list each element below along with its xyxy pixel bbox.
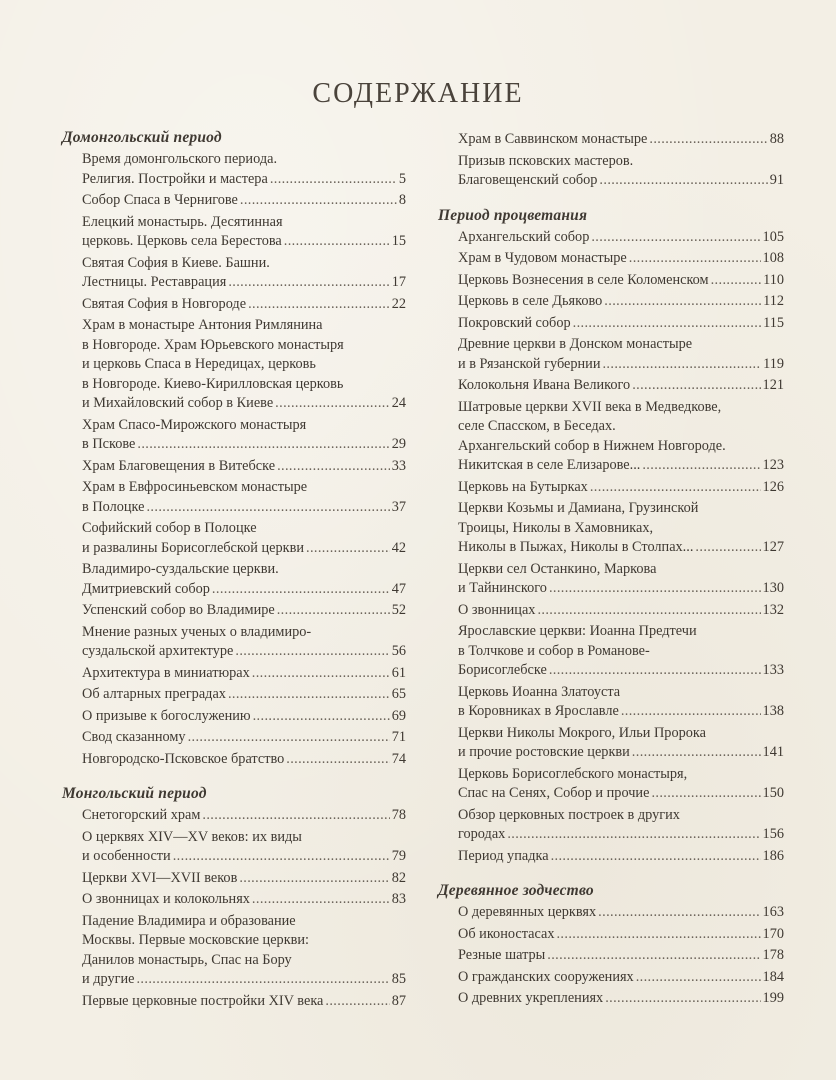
toc-entry[interactable] <box>438 335 784 374</box>
page-number: 132 <box>762 601 784 618</box>
toc-entry-last-line <box>82 664 406 684</box>
toc-entry-last-line <box>458 355 784 375</box>
page-number: 105 <box>762 228 784 245</box>
dot-leader <box>604 292 761 312</box>
toc-entry-last-line <box>458 171 784 191</box>
dot-leader <box>549 579 761 599</box>
dot-leader <box>599 171 767 191</box>
toc-entry-line: и особенности <box>82 848 171 864</box>
toc-entry-line: Храм в монастыре Антония Римлянина <box>82 317 323 333</box>
page-number: 56 <box>391 643 406 659</box>
toc-right-column <box>438 128 784 1009</box>
toc-entry[interactable] <box>438 152 784 191</box>
toc-entry-line: Собор Спаса в Чернигове <box>82 192 238 208</box>
page-number: 178 <box>762 947 784 963</box>
page-number: 71 <box>391 729 406 745</box>
toc-entry-last-line <box>82 191 406 211</box>
toc-entry-last-line <box>82 806 406 826</box>
dot-leader <box>651 784 760 804</box>
toc-entry[interactable] <box>62 806 406 826</box>
dot-leader <box>137 435 389 455</box>
page-number: 47 <box>391 580 406 597</box>
toc-entry[interactable] <box>438 847 784 867</box>
toc-entry[interactable] <box>438 130 784 150</box>
toc-entry-last-line <box>82 580 406 600</box>
dot-leader <box>711 271 761 291</box>
toc-entry-line: Резные шатры <box>458 947 546 963</box>
toc-entry-last-line <box>82 970 406 990</box>
toc-entry-last-line <box>458 292 784 312</box>
toc-entry[interactable] <box>438 398 784 476</box>
dot-leader <box>252 890 390 910</box>
dot-leader <box>632 376 760 396</box>
dot-leader <box>239 869 389 889</box>
toc-entry-last-line <box>458 271 784 291</box>
toc-entry-line: Софийский собор в Полоцке <box>82 520 257 536</box>
page-number: 110 <box>763 271 784 288</box>
dot-leader <box>202 806 389 826</box>
dot-leader <box>591 228 760 248</box>
toc-entry[interactable] <box>438 765 784 804</box>
page-number: 170 <box>762 925 784 942</box>
toc-entry[interactable] <box>62 560 406 599</box>
toc-entry-line: О звонницах и колокольнях <box>82 891 250 907</box>
dot-leader <box>277 457 390 477</box>
toc-entry[interactable] <box>438 314 784 334</box>
page-number: 15 <box>391 233 406 249</box>
toc-entry-line: О деревянных церквях <box>458 904 597 920</box>
section-gap <box>438 866 784 881</box>
toc-entry-line: в Толчкове и собор в Романове- <box>458 642 650 659</box>
toc-entry-line: Падение Владимира и образование <box>82 912 296 929</box>
toc-entry-line: Дмитриевский собор <box>82 580 210 597</box>
page-number: 22 <box>391 295 406 312</box>
dot-leader <box>598 903 760 923</box>
toc-entry[interactable] <box>438 622 784 681</box>
toc-entry-last-line <box>458 946 784 966</box>
toc-entry-line: суздальской архитектуре <box>82 643 234 659</box>
page-number: 83 <box>391 891 406 907</box>
dot-leader <box>695 538 760 558</box>
toc-entry-line: и Михайловский собор в Киеве <box>82 395 274 411</box>
page-number: 141 <box>762 744 784 760</box>
toc-entry-line: и развалины Борисоглебской церкви <box>82 539 304 556</box>
toc-entry-line: Первые церковные постройки XIV века <box>82 992 324 1009</box>
toc-entry[interactable] <box>62 890 406 910</box>
toc-entry-line: Храм Благовещения в Витебске <box>82 457 276 474</box>
toc-entry-line: Владимиро-суздальские церкви. <box>82 561 279 577</box>
toc-entry[interactable] <box>62 623 406 662</box>
page-number: 123 <box>762 457 784 473</box>
toc-entry-line: городах <box>458 826 506 842</box>
page-number: 156 <box>762 826 784 842</box>
dot-leader <box>253 707 390 727</box>
toc-entry-line: Спас на Сенях, Собор и прочие <box>458 785 650 801</box>
toc-entry-line: и прочие ростовские церкви <box>458 744 630 760</box>
toc-entry-line: Покровский собор <box>458 314 571 331</box>
toc-entry-line: Церкви Козьмы и Дамиана, Грузинской <box>458 500 699 516</box>
toc-entry[interactable] <box>438 499 784 558</box>
dot-leader <box>240 191 397 211</box>
toc-entry-line: Архитектура в миниатюрах <box>82 664 250 681</box>
toc-entry-last-line <box>458 478 784 498</box>
page-number: 138 <box>762 703 784 719</box>
page-number: 5 <box>398 170 406 187</box>
toc-entry-line: и другие <box>82 971 135 987</box>
toc-entry[interactable] <box>438 925 784 945</box>
toc-entry-last-line <box>82 394 406 414</box>
toc-entry-line: Об иконостасах <box>458 925 555 942</box>
page-number: 74 <box>391 750 406 767</box>
toc-entry[interactable] <box>62 664 406 684</box>
toc-entry-last-line <box>458 456 784 476</box>
toc-entry-last-line <box>458 784 784 804</box>
toc-entry-line: Церкви Николы Мокрого, Ильи Пророка <box>458 724 706 741</box>
toc-entry-last-line <box>458 538 784 558</box>
toc-entry-line: О древних укреплениях <box>458 990 604 1006</box>
toc-entry-line: Храм в Евфросиньевском монастыре <box>82 479 308 495</box>
dot-leader <box>252 664 390 684</box>
toc-entry[interactable] <box>438 478 784 498</box>
dot-leader <box>636 968 761 988</box>
toc-entry-line: Архангельский собор <box>458 228 590 245</box>
page-number: 127 <box>762 539 784 555</box>
page-number: 37 <box>391 498 406 515</box>
toc-entry[interactable] <box>62 213 406 252</box>
dot-leader <box>632 743 761 763</box>
toc-entry[interactable] <box>62 478 406 517</box>
dot-leader <box>590 478 761 498</box>
toc-entry-line: Борисоглебске <box>458 662 547 678</box>
section-gap <box>438 191 784 206</box>
toc-entry-last-line <box>82 539 406 559</box>
page-number: 33 <box>391 457 406 474</box>
section-title: Период процветания <box>438 206 588 224</box>
toc-entry-last-line <box>82 601 406 621</box>
toc-entry-last-line <box>458 376 784 396</box>
toc-entry-last-line <box>458 130 784 150</box>
page-number: 61 <box>391 664 406 681</box>
toc-entry-line: Церковь на Бутырках <box>458 478 588 495</box>
toc-entry-last-line <box>458 702 784 722</box>
dot-leader <box>325 992 389 1012</box>
dot-leader <box>284 232 390 252</box>
toc-entry-line: Религия. Постройки и мастера <box>82 170 268 187</box>
toc-entry-last-line <box>458 925 784 945</box>
toc-entry-line: Об алтарных преградах <box>82 686 226 702</box>
toc-entry-line: Святая София в Киеве. Башни. <box>82 254 270 271</box>
page-number: 79 <box>391 848 406 864</box>
toc-entry[interactable] <box>438 946 784 966</box>
dot-leader <box>549 661 761 681</box>
toc-entry[interactable] <box>62 150 406 189</box>
toc-entry[interactable] <box>62 191 406 211</box>
page-number: 119 <box>763 355 784 372</box>
dot-leader <box>507 825 760 845</box>
page-number: 126 <box>762 478 784 495</box>
toc-entry[interactable] <box>62 416 406 455</box>
toc-entry[interactable] <box>438 560 784 599</box>
toc-entry-line: церковь. Церковь села Берестова <box>82 233 282 249</box>
toc-entry-last-line <box>82 642 406 662</box>
toc-entry-last-line <box>458 601 784 621</box>
toc-entry[interactable] <box>62 601 406 621</box>
toc-entry-last-line <box>458 825 784 845</box>
toc-entry-line: Церкви XVI—XVII веков <box>82 869 238 886</box>
toc-entry-line: Храм в Чудовом монастыре <box>458 250 627 266</box>
toc-entry-last-line <box>82 728 406 748</box>
toc-entry-line: Свод сказанному <box>82 729 186 745</box>
toc-entry-line: Период упадка <box>458 847 549 864</box>
toc-entry-line: Церковь Борисоглебского монастыря, <box>458 765 688 782</box>
toc-entry-line: Москвы. Первые московские церкви: <box>82 932 310 948</box>
page-number: 112 <box>763 293 784 309</box>
toc-entry-last-line <box>458 661 784 681</box>
toc-entry-line: Древние церкви в Донском монастыре <box>458 336 693 352</box>
toc-entry[interactable] <box>62 457 406 477</box>
toc-entry-line: Храм в Саввинском монастыре <box>458 131 648 147</box>
toc-entry[interactable] <box>438 683 784 722</box>
toc-entry-line: Николы в Пыжах, Николы в Столпах... <box>458 539 694 555</box>
page-number: 69 <box>391 707 406 724</box>
dot-leader <box>136 970 389 990</box>
toc-entry[interactable] <box>438 601 784 621</box>
toc-entry[interactable] <box>62 316 406 414</box>
toc-entry-line: в Коровниках в Ярославле <box>458 703 619 719</box>
dot-leader <box>602 355 761 375</box>
toc-entry-line: Призыв псковских мастеров. <box>458 152 634 169</box>
toc-entry-line: Церковь Иоанна Златоуста <box>458 683 621 700</box>
page-number: 133 <box>762 662 784 678</box>
toc-entry-line: Мнение разных ученых о владимиро- <box>82 623 312 640</box>
dot-leader <box>228 685 390 705</box>
dot-leader <box>248 295 390 315</box>
page-number: 8 <box>398 192 406 208</box>
toc-entry-line: Время домонгольского периода. <box>82 151 278 167</box>
toc-entry-line: О гражданских сооружениях <box>458 968 634 985</box>
toc-entry[interactable] <box>438 724 784 763</box>
toc-entry-last-line <box>458 579 784 599</box>
toc-entry[interactable] <box>438 989 784 1009</box>
toc-entry-line: Ярославские церкви: Иоанна Предтечи <box>458 623 697 639</box>
toc-entry-last-line <box>82 170 406 190</box>
toc-entry[interactable] <box>62 519 406 558</box>
toc-entry-line: и Тайнинского <box>458 580 547 596</box>
page-number: 150 <box>762 785 784 801</box>
dot-leader <box>277 601 390 621</box>
dot-leader <box>146 498 389 518</box>
dot-leader <box>212 580 390 600</box>
toc-entry-last-line <box>82 890 406 910</box>
dot-leader <box>537 601 760 621</box>
toc-entry-line: Елецкий монастырь. Десятинная <box>82 213 283 230</box>
toc-entry-last-line <box>458 968 784 988</box>
page-number: 87 <box>391 992 406 1009</box>
page-number: 78 <box>391 807 406 823</box>
toc-entry[interactable] <box>62 750 406 770</box>
dot-leader <box>275 394 390 414</box>
toc-entry-last-line <box>82 435 406 455</box>
toc-entry-line: и церковь Спаса в Нередицах, церковь <box>82 356 316 372</box>
toc-entry[interactable] <box>62 869 406 889</box>
toc-entry-last-line <box>82 457 406 477</box>
dot-leader <box>629 249 761 269</box>
toc-entry-last-line <box>82 992 406 1012</box>
toc-entry[interactable] <box>438 376 784 396</box>
toc-entry-last-line <box>82 707 406 727</box>
toc-entry-line: в Пскове <box>82 436 136 452</box>
page-number: 42 <box>391 539 406 556</box>
page-number: 91 <box>769 172 784 188</box>
toc-entry-last-line <box>458 903 784 923</box>
dot-leader <box>649 130 767 150</box>
toc-entry[interactable] <box>62 685 406 705</box>
toc-entry[interactable] <box>62 295 406 315</box>
toc-entry-last-line <box>458 314 784 334</box>
toc-entry-last-line <box>458 249 784 269</box>
toc-entry-line: в Новгороде. Храм Юрьевского монастыря <box>82 336 344 353</box>
toc-entry-line: Новгородско-Псковское братство <box>82 750 285 767</box>
toc-entry-line: Успенский собор во Владимире <box>82 602 275 618</box>
toc-entry[interactable] <box>438 968 784 988</box>
dot-leader <box>235 642 389 662</box>
page-number: 17 <box>391 274 406 290</box>
dot-leader <box>573 314 761 334</box>
dot-leader <box>621 702 761 722</box>
page-number: 65 <box>391 686 406 702</box>
dot-leader <box>642 456 760 476</box>
toc-entry-line: в Новгороде. Киево-Кирилловская церковь <box>82 375 344 392</box>
dot-leader <box>270 170 397 190</box>
page-number: 29 <box>391 436 406 452</box>
toc-entry-line: Благовещенский собор <box>458 172 598 188</box>
page-number: 82 <box>391 869 406 886</box>
toc-entry-line: Святая София в Новгороде <box>82 295 247 312</box>
page-title: СОДЕРЖАНИЕ <box>312 78 524 109</box>
page-number: 24 <box>391 395 406 411</box>
toc-entry-line: Церковь в селе Дьяково <box>458 293 603 309</box>
page-number: 88 <box>769 131 784 147</box>
dot-leader <box>173 847 390 867</box>
toc-entry-line: Храм Спасо-Мирожского монастыря <box>82 416 307 433</box>
toc-entry[interactable] <box>438 806 784 845</box>
toc-entry-line: О призыве к богослужению <box>82 707 251 724</box>
dot-leader <box>188 728 390 748</box>
toc-entry-line: Никитская в селе Елизарове... <box>458 457 641 473</box>
toc-entry[interactable] <box>438 228 784 248</box>
toc-entry-last-line <box>82 869 406 889</box>
toc-entry-line: О церквях XIV—XV веков: их виды <box>82 828 302 845</box>
toc-entry-last-line <box>82 232 406 252</box>
toc-entry-line: Обзор церковных построек в других <box>458 806 680 823</box>
toc-entry-line: Шатровые церкви XVII века в Медведкове, <box>458 398 722 415</box>
dot-leader <box>228 273 389 293</box>
section-gap <box>62 769 406 784</box>
dot-leader <box>547 946 760 966</box>
section-title: Деревянное зодчество <box>438 882 594 899</box>
toc-entry-line: Колокольня Ивана Великого <box>458 377 631 393</box>
dot-leader <box>551 847 761 867</box>
page-number: 163 <box>762 904 784 920</box>
toc-entry[interactable] <box>62 728 406 748</box>
page-number: 121 <box>762 377 784 393</box>
page-number: 108 <box>762 250 784 266</box>
page-number: 85 <box>391 971 406 987</box>
dot-leader <box>556 925 760 945</box>
toc-entry-last-line <box>82 295 406 315</box>
page-number: 199 <box>762 990 784 1006</box>
toc-entry[interactable] <box>62 912 406 990</box>
dot-leader <box>286 750 389 770</box>
toc-entry[interactable] <box>62 707 406 727</box>
toc-entry[interactable] <box>62 254 406 293</box>
page-number: 130 <box>762 580 784 596</box>
toc-entry-line: селе Спасском, в Беседах. <box>458 418 616 434</box>
page-number: 115 <box>763 314 784 331</box>
toc-entry[interactable] <box>62 828 406 867</box>
toc-entry[interactable] <box>438 249 784 269</box>
toc-entry-last-line <box>82 750 406 770</box>
toc-entry-last-line <box>458 847 784 867</box>
toc-entry-last-line <box>82 847 406 867</box>
toc-entry-last-line <box>82 498 406 518</box>
toc-entry-line: Церкви сел Останкино, Маркова <box>458 560 657 577</box>
toc-entry[interactable] <box>62 992 406 1012</box>
section-title: Домонгольский период <box>62 129 222 146</box>
toc-entry[interactable] <box>438 292 784 312</box>
toc-entry-line: О звонницах <box>458 601 536 618</box>
toc-entry[interactable] <box>438 903 784 923</box>
toc-entry[interactable] <box>438 271 784 291</box>
toc-entry-last-line <box>458 989 784 1009</box>
toc-entry-line: Троицы, Николы в Хамовниках, <box>458 519 654 536</box>
dot-leader <box>306 539 390 559</box>
toc-entry-last-line <box>458 228 784 248</box>
page-number: 184 <box>762 968 784 985</box>
toc-left-column <box>62 128 406 1011</box>
toc-entry-last-line <box>82 273 406 293</box>
toc-entry-last-line <box>82 685 406 705</box>
dot-leader <box>605 989 760 1009</box>
toc-entry-line: Лестницы. Реставрация <box>82 274 227 290</box>
toc-entry-line: и в Рязанской губернии <box>458 355 601 372</box>
toc-entry-line: Церковь Вознесения в селе Коломенском <box>458 271 709 288</box>
page-number: 52 <box>391 602 406 618</box>
toc-entry-line: Снетогорский храм <box>82 807 201 823</box>
page-number: 186 <box>762 847 784 864</box>
toc-entry-last-line <box>458 743 784 763</box>
toc-entry-line: в Полоцке <box>82 498 145 515</box>
toc-entry-line: Данилов монастырь, Спас на Бору <box>82 951 292 968</box>
section-title: Монгольский период <box>62 785 207 802</box>
toc-entry-line: Архангельский собор в Нижнем Новгороде. <box>458 437 726 454</box>
